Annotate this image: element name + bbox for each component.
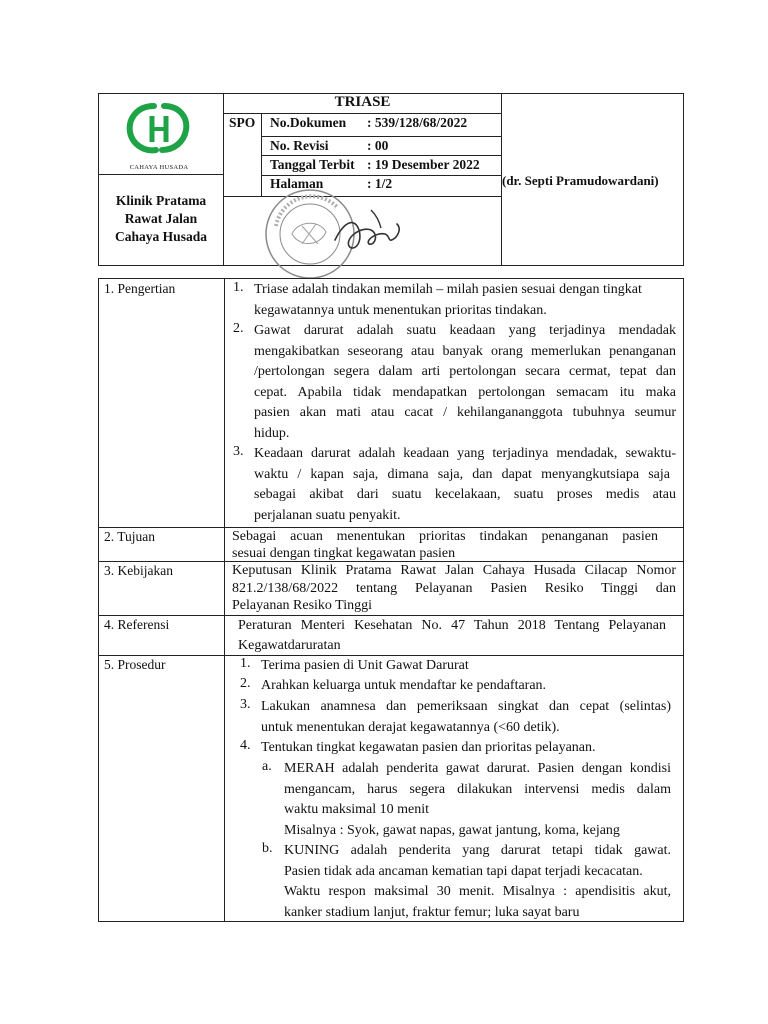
list-item: Tentukan tingkat kegawatan pasien dan prioritas pelayanan. [261, 740, 596, 755]
document-title: TRIASE [334, 94, 391, 110]
list-item: Lakukan anamnesa dan pemeriksaan singkat dan cepat (selintas) untuk menentukan derajat kegawatannya (<60 detik). [261, 699, 671, 735]
referensi-text: Peraturan Menteri Kesehatan No. 47 Tahun 2018 Tentang Pelayanan Kegawatdaruratan [238, 618, 666, 653]
clinic-name: Klinik Pratama Rawat Jalan Cahaya Husada [115, 193, 207, 244]
field-value-terbit: : 19 Desember 2022 [367, 157, 480, 172]
label-kebijakan: 3. Kebijakan [104, 563, 173, 578]
list-item: Arahkan keluarga untuk mendaftar ke pendaftaran. [261, 678, 547, 693]
tujuan-text: Sebagai acuan menentukan prioritas tindakan penanganan pasien sesuai dengan tingkat kegawatan pasien [232, 529, 658, 561]
logo-icon [118, 98, 200, 158]
field-label-halaman: Halaman [270, 176, 324, 191]
sublist-letter: b. [262, 841, 273, 856]
label-prosedur: 5. Prosedur [104, 657, 166, 672]
list-item: Keadaan darurat adalah keadaan yang terjadinya mendadak, sewaktu- waktu / kapan saja, dimana saja, dan dapat menyangkutsiapa saja sebagai akibat dari suatu kecelakaan, suatu proses medis atau perjalanan suatu penyakit. [254, 446, 676, 523]
list-number: 1. [240, 656, 251, 671]
label-pengertian: 1. Pengertian [104, 281, 176, 296]
list-number: 4. [240, 738, 251, 753]
list-number: 1. [233, 280, 244, 295]
sublist-item: MERAH adalah penderita gawat darurat. Pasien dengan kondisi mengancam, harus segera dilakukan intervensi medis dalam waktu maksimal 10 menit Misalnya : Syok, gawat napas, gawat jantung, koma, kejang [284, 761, 671, 838]
list-number: 2. [240, 676, 251, 691]
signatory-name: (dr. Septi Pramudowardani) [502, 173, 659, 188]
field-value-dokumen: : 539/128/68/2022 [367, 115, 468, 130]
field-label-dokumen: No.Dokumen [270, 115, 347, 130]
list-number: 3. [240, 697, 251, 712]
label-tujuan: 2. Tujuan [104, 529, 156, 544]
field-label-revisi: No. Revisi [270, 138, 329, 153]
list-item: Terima pasien di Unit Gawat Darurat [261, 658, 469, 673]
logo-text: CAHAYA HUSADA [129, 164, 189, 171]
sublist-item: KUNING adalah penderita yang darurat tetapi tidak gawat. Pasien tidak ada ancaman kematian tapi dapat terjadi kecacatan. Waktu respon maksimal 30 menit. Misalnya : apendisitis akut, kanker stadium lanjut, fraktur femur; luka sayat baru [284, 843, 671, 920]
field-value-halaman: : 1/2 [367, 176, 393, 191]
field-value-revisi: : 00 [367, 138, 389, 153]
list-item: Gawat darurat adalah suatu keadaan yang terjadinya mendadak mengakibatkan seseorang atau banyak orang memerlukan penanganan /pertolongan segera dalam arti pertolongan secara cermat, tepat dan cepat. Apabila tidak mendapatkan pertolongan semacam itu maka pasien akan mati atau cacat / kehilangananggota tubuhnya seumur hidup. [254, 323, 676, 441]
field-label-terbit: Tanggal Terbit [270, 157, 355, 172]
sublist-letter: a. [262, 759, 272, 774]
spo-label: SPO [229, 115, 256, 130]
list-item: Triase adalah tindakan memilah – milah pasien sesuai dengan tingkat kegawatannya untuk menentukan prioritas tindakan. [254, 282, 642, 318]
list-number: 2. [233, 321, 244, 336]
clinic-logo [118, 98, 200, 170]
signature [325, 200, 415, 260]
kebijakan-text: Keputusan Klinik Pratama Rawat Jalan Cahaya Husada Cilacap Nomor 821.2/138/68/2022 tentang Pelayanan Pasien Resiko Tinggi dan Pelayanan Resiko Tinggi [232, 563, 676, 613]
list-number: 3. [233, 444, 244, 459]
label-referensi: 4. Referensi [104, 617, 170, 632]
